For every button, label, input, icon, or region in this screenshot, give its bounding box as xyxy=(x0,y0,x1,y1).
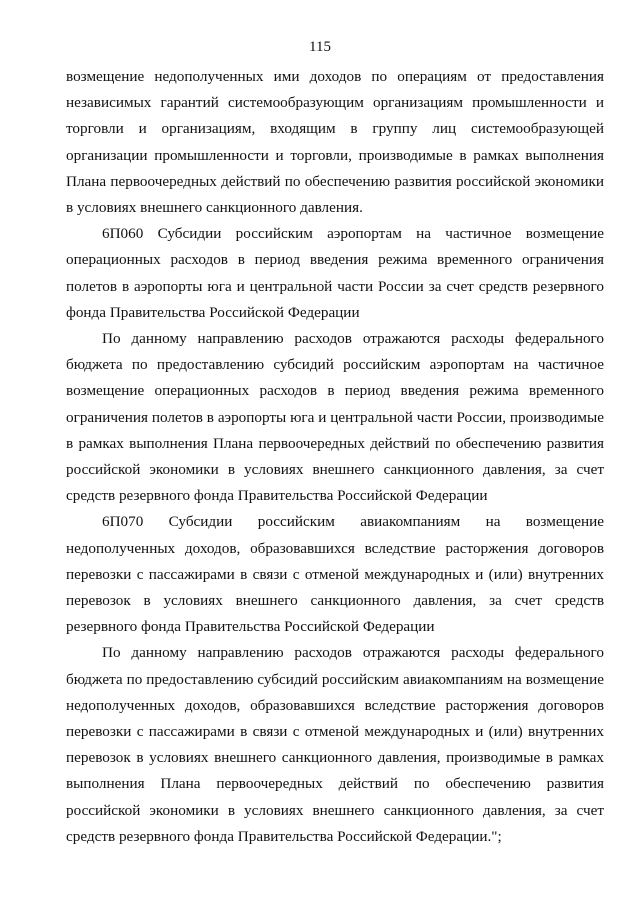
paragraph-heading-6p060: 6П060 Субсидии российским аэропортам на частичное возмещение операционных расходов в период введения режима временного ограничения полетов в аэропорты юга и центральной части России за счет средств резервного фонда Правительства Российской Федерации xyxy=(66,225,604,321)
paragraph-continuation: возмещение недополученных ими доходов по операциям от предоставления независимых гарантий системообразующим организациям промышленности и торговли и организациям, входящим в группу лиц системообразующей организации промышленности и торговли, производимые в рамках выполнения Плана первоочередных действий по обеспечению развития российской экономики в условиях внешнего санкционного давления. xyxy=(66,68,604,217)
paragraph-description-6p060: По данному направлению расходов отражаются расходы федерального бюджета по предоставлению субсидий российским аэропортам на частичное возмещение операционных расходов в период введения режима временного ограничения полетов в аэропорты юга и центральной части России, производимые в рамках выполнения Плана первоочередных действий по обеспечению развития российской экономики в условиях внешнего санкционного давления, за счет средств резервного фонда Правительства Российской Федерации xyxy=(66,330,604,505)
page-number: 115 xyxy=(309,39,331,55)
paragraph-description-6p070: По данному направлению расходов отражаются расходы федерального бюджета по предоставлению субсидий российским авиакомпаниям на возмещение недополученных доходов, образовавшихся вследствие расторжения договоров перевозки с пассажирами в связи с отменой международных и (или) внутренних перевозок в условиях внешнего санкционного давления, производимые в рамках выполнения Плана первоочередных действий по обеспечению развития российской экономики в условиях внешнего санкционного давления, за счет средств резервного фонда Правительства Российской Федерации."; xyxy=(66,644,604,845)
document-body xyxy=(66,64,604,850)
paragraph-heading-6p070: 6П070 Субсидии российским авиакомпаниям на возмещение недополученных доходов, образовавшихся вследствие расторжения договоров перевозки с пассажирами в связи с отменой международных и (или) внутренних перевозок в условиях внешнего санкционного давления, за счет средств резервного фонда Правительства Российской Федерации xyxy=(66,513,604,636)
